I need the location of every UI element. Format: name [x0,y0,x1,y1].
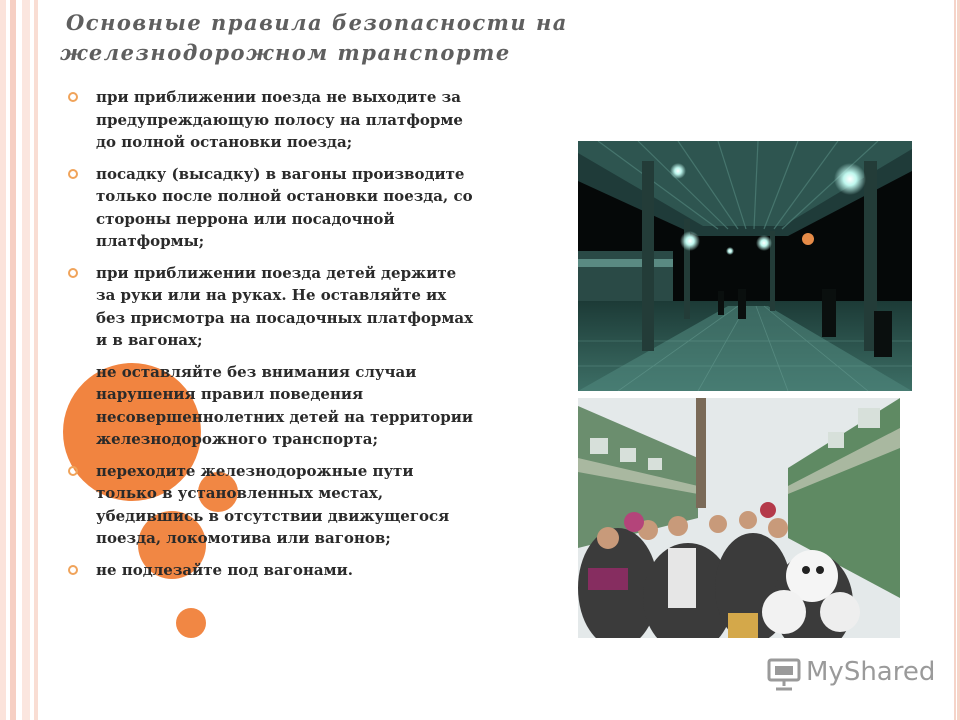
ring-bullet-icon [68,268,78,278]
rule-item [66,262,478,352]
safety-rules-list [66,86,478,590]
crowded-platform-photo [578,398,900,638]
rule-item [66,559,478,582]
watermark-text: MyShared [806,657,936,687]
slide-title [60,8,580,68]
rule-item [66,361,478,451]
rule-item [66,163,478,253]
slide-title-line-1: Основные правила безопасности на [66,10,568,35]
night-platform-photo [578,141,912,391]
rule-text: не оставляйте без внимания случаи нарушения правил поведения несовершеннолетних детей на территории железнодорожного транспорта; [96,362,474,448]
rule-text: при приближении поезда не выходите за предупреждающую полосу на платформе до полной остановки поезда; [96,88,463,151]
ring-bullet-icon [68,169,78,179]
left-decorative-stripes [0,0,44,720]
decorative-circle-tiny [176,608,206,638]
rule-item [66,460,478,550]
slide-title-line-2: железнодорожном транспорте [60,40,511,65]
right-decorative-stripes [952,0,960,720]
rule-text: не подлезайте под вагонами. [96,560,353,579]
rule-text: при приближении поезда детей держите за руки или на руках. Не оставляйте их без присмотра на посадочных платформах и в вагонах; [96,263,474,349]
ring-bullet-icon [68,466,78,476]
ring-bullet-icon [68,92,78,102]
rule-text: посадку (высадку) в вагоны производите только после полной остановки поезда, со стороны перрона или посадочной платформы; [96,164,473,250]
projector-screen-icon [766,656,802,692]
myshared-watermark [766,654,936,694]
rule-item [66,86,478,154]
rule-text: переходите железнодорожные пути только в установленных местах, убедившись в отсутствии движущегося поезда, локомотива или вагонов; [96,461,450,547]
ring-bullet-icon [68,565,78,575]
